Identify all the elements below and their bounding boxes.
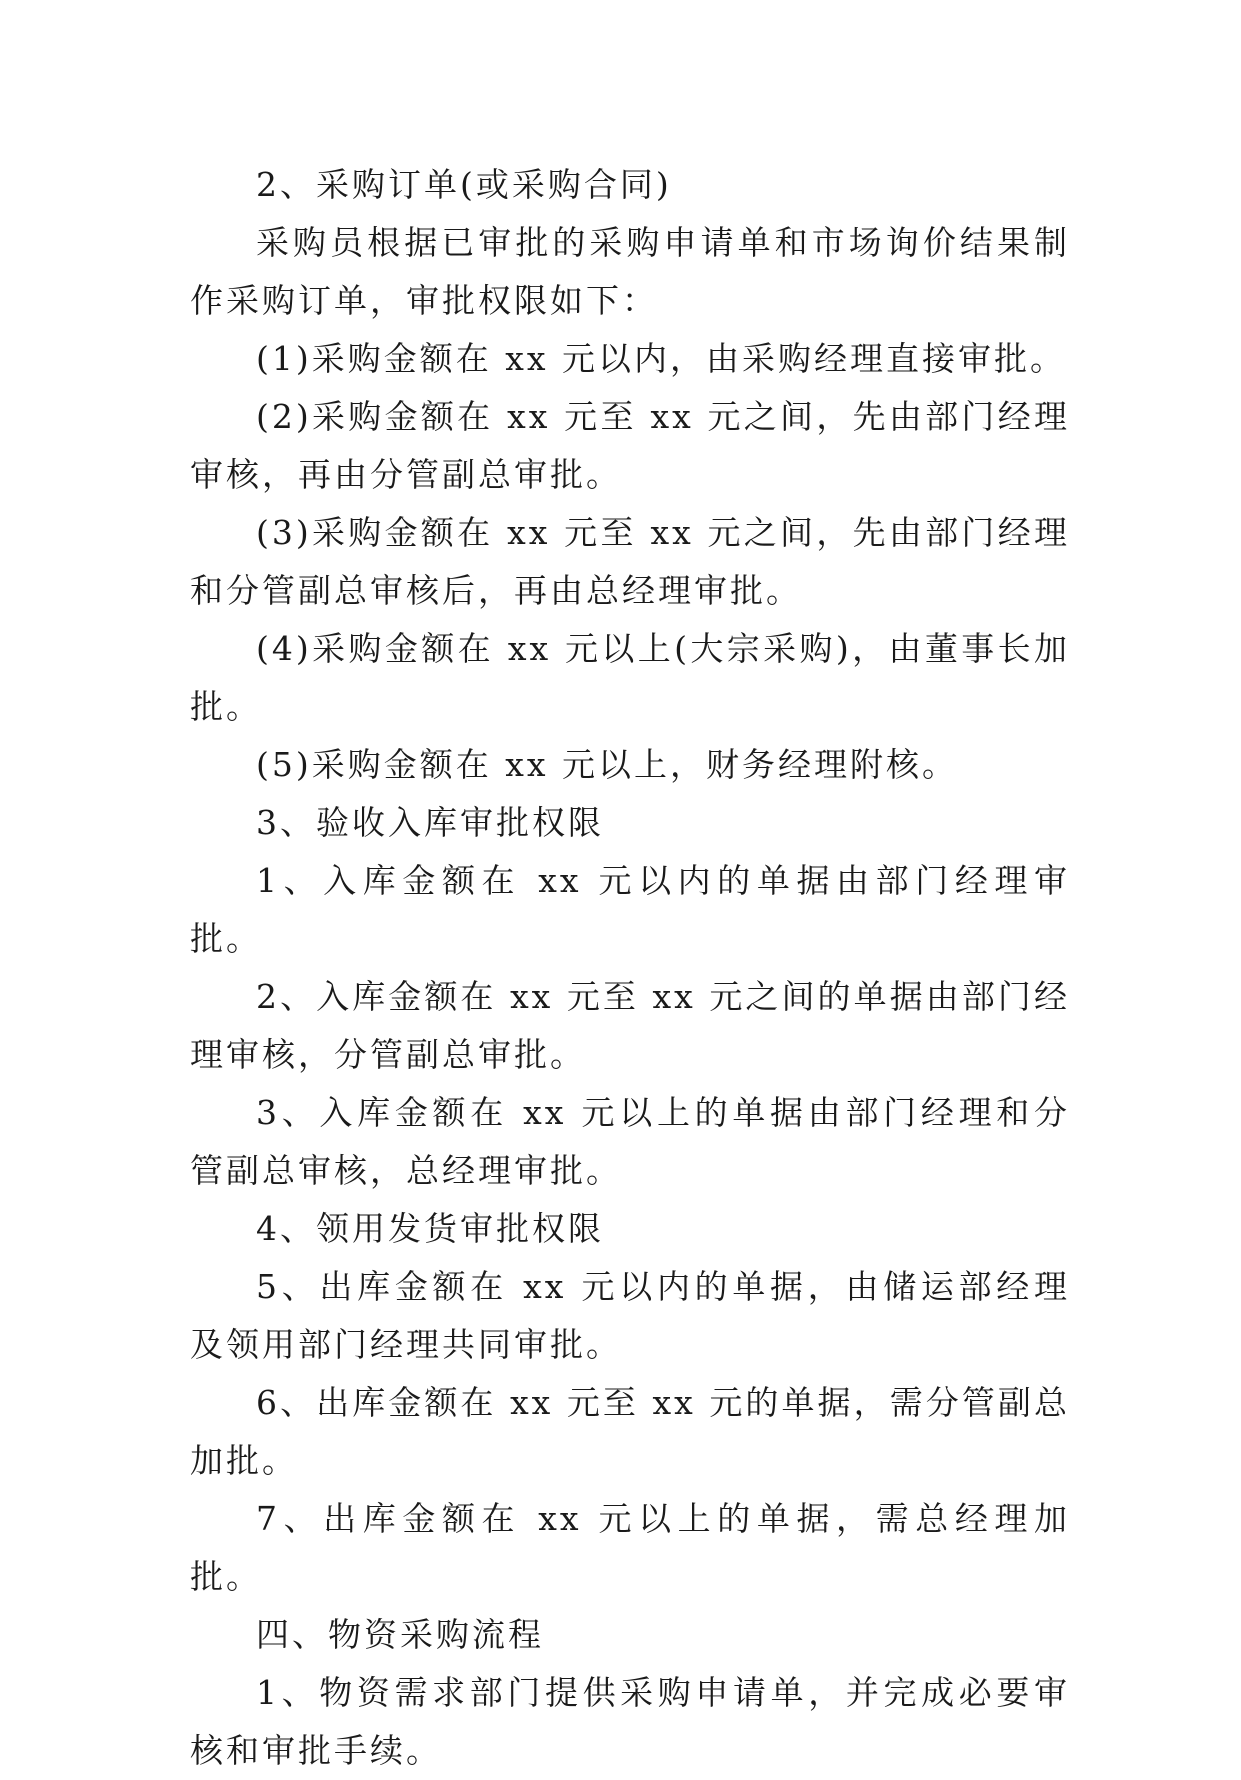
list-item-issuing-6: 6、出库金额在 xx 元至 xx 元的单据，需分管副总加批。 (190, 1383, 1070, 1480)
list-item-approval-4: (4)采购金额在 xx 元以上(大宗采购)，由董事长加批。 (190, 629, 1070, 726)
list-item-approval-1: (1)采购金额在 xx 元以内，由采购经理直接审批。 (256, 339, 1066, 378)
list-item-receiving-1: 1、入库金额在 xx 元以内的单据由部门经理审批。 (190, 861, 1070, 958)
list-item-issuing-7: 7、出库金额在 xx 元以上的单据，需总经理加批。 (190, 1499, 1070, 1596)
section-heading-issuing: 4、领用发货审批权限 (256, 1209, 604, 1248)
list-item-receiving-3: 3、入库金额在 xx 元以上的单据由部门经理和分管副总审核，总经理审批。 (190, 1093, 1070, 1190)
list-item-approval-5: (5)采购金额在 xx 元以上，财务经理附核。 (256, 745, 958, 784)
section-heading-receiving: 3、验收入库审批权限 (256, 803, 604, 842)
document-body (190, 156, 1070, 1780)
list-item-approval-2: (2)采购金额在 xx 元至 xx 元之间，先由部门经理审核，再由分管副总审批。 (190, 397, 1070, 494)
list-item-receiving-2: 2、入库金额在 xx 元至 xx 元之间的单据由部门经理审核，分管副总审批。 (190, 977, 1070, 1074)
section-heading-procurement-process: 四、物资采购流程 (256, 1615, 544, 1654)
list-item-issuing-5: 5、出库金额在 xx 元以内的单据，由储运部经理及领用部门经理共同审批。 (190, 1267, 1070, 1364)
section-heading-purchase-order: 2、采购订单(或采购合同) (256, 165, 672, 204)
paragraph-purchase-order-intro: 采购员根据已审批的采购申请单和市场询价结果制作采购订单，审批权限如下： (190, 223, 1070, 320)
list-item-process-1: 1、物资需求部门提供采购申请单，并完成必要审核和审批手续。 (190, 1673, 1070, 1770)
list-item-approval-3: (3)采购金额在 xx 元至 xx 元之间，先由部门经理和分管副总审核后，再由总经理审批。 (190, 513, 1070, 610)
